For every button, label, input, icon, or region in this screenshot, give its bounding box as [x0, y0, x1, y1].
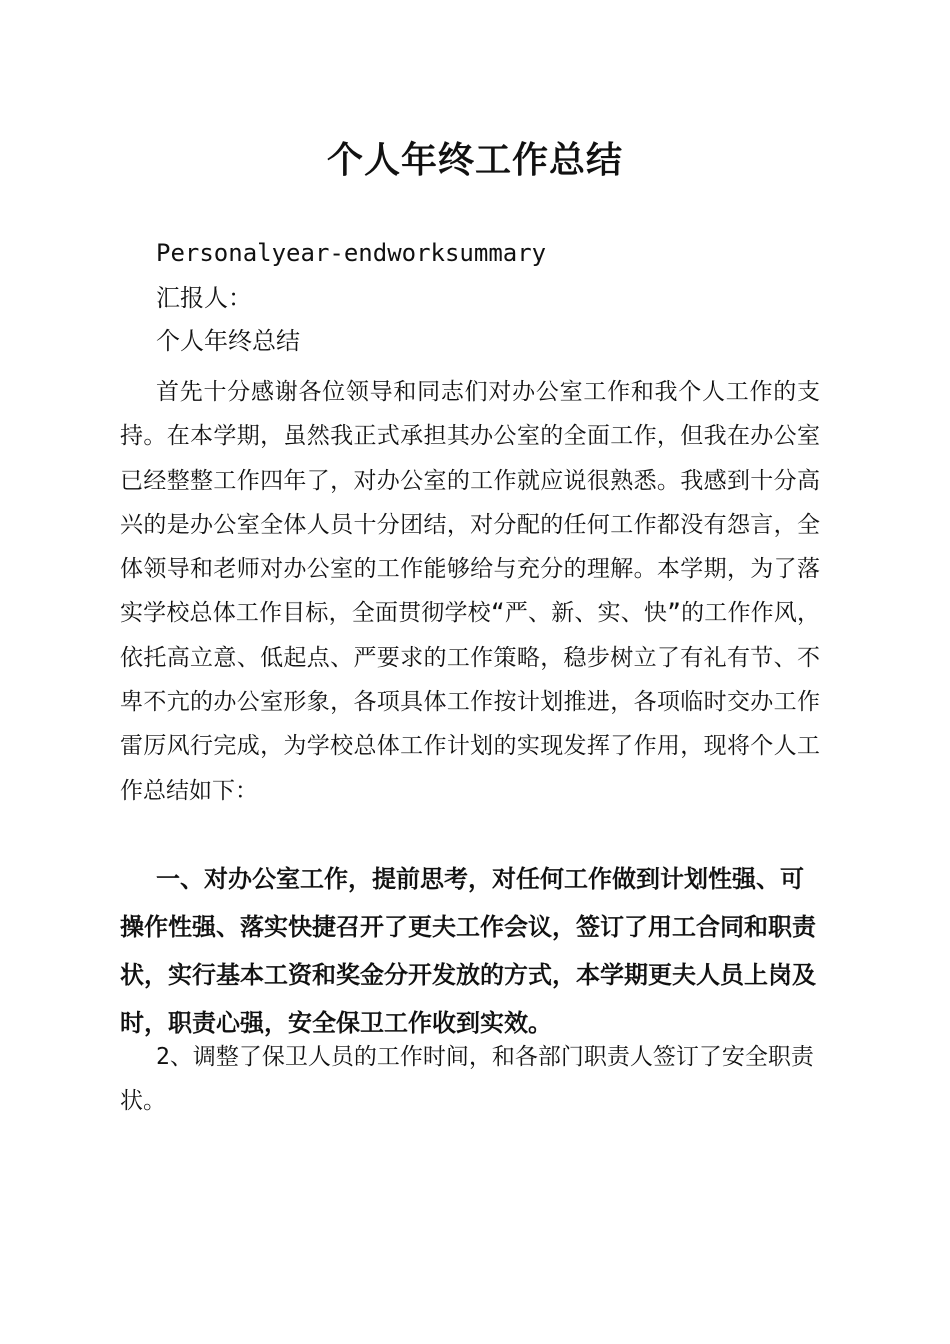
english-subtitle: Personalyear-endworksummary	[156, 239, 547, 267]
point-one-paragraph: 一、对办公室工作，提前思考，对任何工作做到计划性强、可操作性强、落实快捷召开了更夫工作会议，签订了用工合同和职责状，实行基本工资和奖金分开发放的方式，本学期更夫人员上岗及时，职责心强，安全保卫工作收到实效。	[120, 865, 816, 1037]
section-heading: 个人年终总结	[156, 327, 300, 355]
document-title: 个人年终工作总结	[326, 139, 623, 181]
reporter-label: 汇报人：	[156, 284, 252, 312]
point-two-paragraph: 2、调整了保卫人员的工作时间，和各部门职责人签订了安全职责状。	[120, 1044, 814, 1115]
intro-paragraph: 首先十分感谢各位领导和同志们对办公室工作和我个人工作的支持。在本学期，虽然我正式承担其办公室的全面工作，但我在办公室已经整整工作四年了，对办公室的工作就应说很熟悉。我感到十分高兴的是办公室全体人员十分团结，对分配的任何工作都没有怨言，全体领导和老师对办公室的工作能够给与充分的理解。本学期，为了落实学校总体工作目标，全面贯彻学校“严、新、实、快”的工作作风，依托高立意、低起点、严要求的工作策略，稳步树立了有礼有节、不卑不亢的办公室形象，各项具体工作按计划推进，各项临时交办工作雷厉风行完成，为学校总体工作计划的实现发挥了作用，现将个人工作总结如下：	[120, 379, 820, 804]
